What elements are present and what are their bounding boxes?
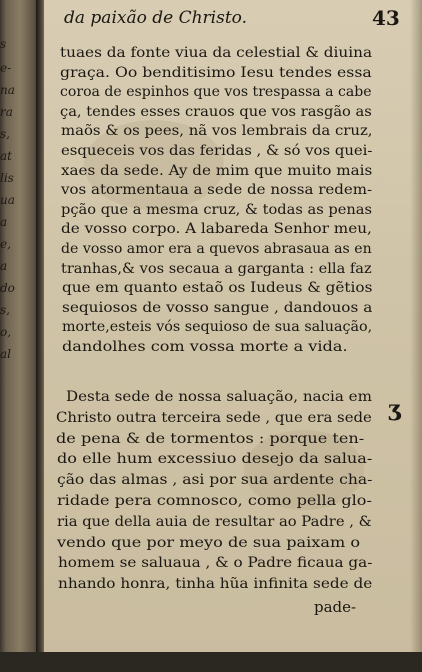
facing-page-fragment: ra bbox=[0, 105, 13, 119]
text-line: Christo outra terceira sede , que era sede bbox=[56, 409, 373, 426]
text-line: nhando honra, tinha hũa infinita sede de bbox=[57, 576, 373, 593]
text-line: que em quanto estaõ os Iudeus & gẽtios bbox=[61, 280, 372, 297]
text-line: de vosso corpo. A labareda Senhor meu, bbox=[61, 221, 372, 238]
text-line: de vosso amor era a quevos abrasaua as en bbox=[61, 241, 372, 257]
catchword: pade- bbox=[314, 598, 357, 616]
text-line: vos atormentaua a sede de nossa redem- bbox=[60, 182, 372, 199]
page-edge-shadow bbox=[410, 0, 422, 672]
text-line: homem se saluaua , & o Padre ficaua ga- bbox=[57, 555, 372, 572]
page-number: 43 bbox=[372, 6, 400, 30]
facing-page-edge bbox=[0, 0, 40, 672]
facing-page-fragment: s, bbox=[0, 303, 10, 317]
text-line: xaes da sede. Ay de mim que muito mais bbox=[60, 162, 372, 179]
facing-page-fragment: a bbox=[0, 215, 8, 229]
facing-page-fragment: ua bbox=[0, 193, 15, 207]
facing-page-fragment: s, bbox=[0, 127, 10, 141]
text-line: Desta sede de nossa saluação, nacia em bbox=[66, 389, 372, 405]
text-line: ção das almas , asi por sua ardente cha- bbox=[56, 472, 373, 489]
facing-page-fragment: o, bbox=[0, 325, 12, 339]
text-line: de pena & de tormentos : porque ten- bbox=[56, 430, 365, 447]
facing-page-fragment: a bbox=[0, 259, 8, 273]
text-line: dandolhes com vossa morte a vida. bbox=[61, 339, 348, 355]
facing-page-fragment: na bbox=[0, 83, 15, 97]
text-line: pção que a mesma cruz, & todas as penas bbox=[61, 201, 372, 218]
text-line: maõs & os pees, nã vos lembrais da cruz, bbox=[60, 123, 373, 140]
facing-page-fragment: lis bbox=[0, 171, 14, 185]
text-line: sequiosos de vosso sangue , dandouos a bbox=[61, 299, 372, 316]
text-line: tranhas,& vos secaua a garganta : ella faz bbox=[61, 260, 373, 277]
facing-page-fragment: e- bbox=[0, 61, 12, 75]
scan-bottom-border bbox=[0, 652, 422, 672]
running-head: da paixão de Christo. bbox=[64, 8, 247, 28]
text-line: coroa de espinhos que vos trespassa a cabe bbox=[60, 84, 372, 101]
facing-page-fragment: e, bbox=[0, 237, 11, 251]
text-line: graça. Oo benditisimo Iesu tendes essa bbox=[60, 64, 372, 81]
text-line: morte,esteis vós sequioso de sua saluação, bbox=[61, 319, 372, 336]
facing-page-fragment: at bbox=[0, 149, 12, 163]
text-line: tuaes da fonte viua da celestial & diuina bbox=[60, 45, 373, 61]
text-line: ridade pera comnosco, como pella glo- bbox=[57, 493, 372, 509]
marginal-mark: ʒ bbox=[388, 396, 401, 422]
text-line: vendo que por meyo de sua paixam o bbox=[57, 534, 361, 551]
text-line: esqueceis vos das feridas , & só vos quei- bbox=[60, 143, 373, 159]
text-line: ça, tendes esses crauos que vos rasgão as bbox=[60, 103, 373, 120]
text-line: do elle hum excessiuo desejo da salua- bbox=[56, 451, 372, 468]
text-line: ria que della auia de resultar ao Padre , & bbox=[57, 513, 372, 530]
facing-page-fragment: al bbox=[0, 347, 11, 361]
facing-page-fragment: do bbox=[0, 281, 15, 295]
facing-page-fragment: s bbox=[0, 37, 7, 51]
